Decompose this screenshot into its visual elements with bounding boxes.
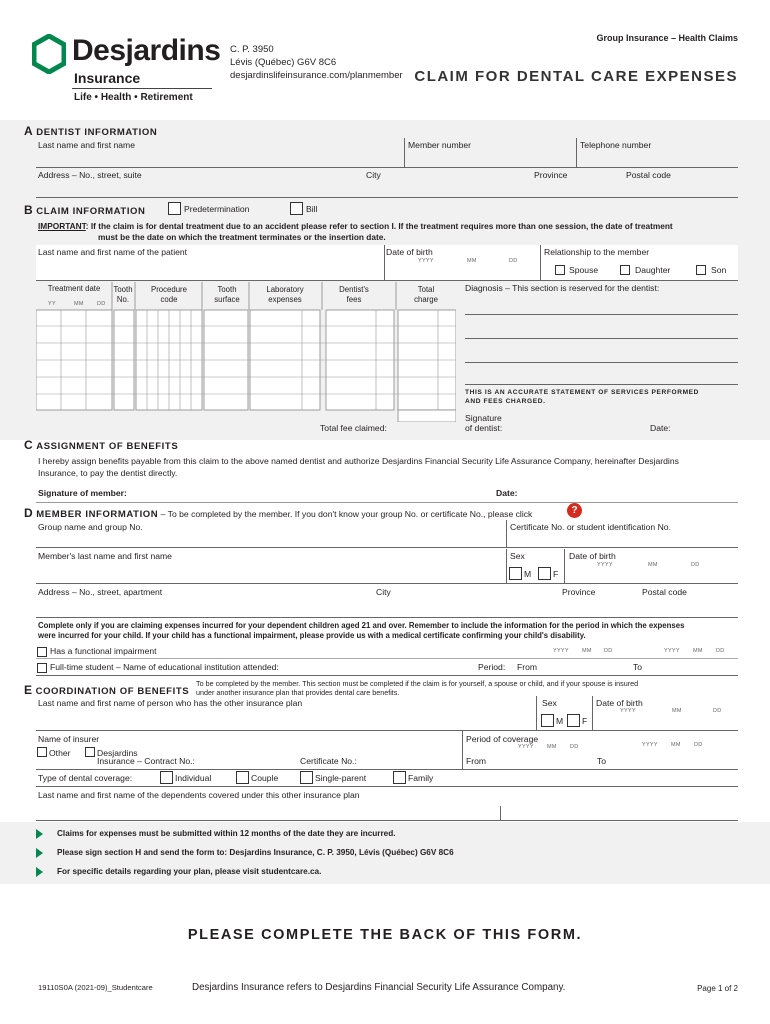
member-number-field[interactable] (406, 151, 574, 165)
insurer-label: Name of insurer (38, 734, 100, 744)
dentist-address-label: Address – No., street, suite (38, 170, 142, 180)
insurer-other-checkbox[interactable] (37, 747, 47, 757)
dentist-address-field[interactable] (36, 181, 736, 195)
arrow-icon (36, 867, 43, 877)
dentist-date-label: Date: (650, 423, 671, 433)
group-label: Group name and group No. (38, 522, 143, 532)
son-checkbox[interactable] (696, 265, 706, 275)
important-note: IMPORTANT: If the claim is for dental treatment due to an accident please refer to section I. If the treatment requires more than one session, the date of treatment (38, 221, 673, 231)
member-sex-label: Sex (510, 551, 525, 561)
other-sex-f-checkbox[interactable] (567, 714, 580, 727)
sex-m-label: M (524, 569, 532, 579)
sex-f-label: F (553, 569, 559, 579)
dependent-note: Complete only if you are claiming expenses incurred for your dependent children aged 21 and over. Remember to include the information for the period in which the expenses (38, 621, 685, 630)
coverage-couple-label: Couple (251, 773, 279, 783)
predetermination-checkbox[interactable] (168, 202, 181, 215)
dependents-field[interactable] (36, 803, 736, 819)
period-from-dd: DD (604, 648, 613, 654)
important-note-2: must be the date on which the treatment terminates or the insertion date. (98, 232, 386, 242)
arrow-icon (36, 829, 43, 839)
diagnosis-label: Diagnosis – This section is reserved for the dentist: (465, 283, 660, 293)
dentist-city-label: City (366, 170, 381, 180)
dentist-name-field[interactable] (36, 151, 402, 165)
telephone-field[interactable] (578, 151, 738, 165)
dentist-signature-label-2: of dentist: (465, 423, 503, 433)
period-from-yyyy: YYYY (553, 648, 569, 654)
assignment-date-label: Date: (496, 488, 518, 498)
dob-mm-hint: MM (467, 258, 477, 264)
certificate-label: Certificate No. or student identification No. (510, 522, 671, 532)
contract-field[interactable] (205, 754, 295, 766)
member-sex-m-checkbox[interactable] (509, 567, 522, 580)
coverage-couple-checkbox[interactable] (236, 771, 249, 784)
member-dob-label: Date of birth (569, 551, 616, 561)
period-to-dd: DD (716, 648, 725, 654)
dob-yyyy-hint: YYYY (418, 258, 434, 264)
page-number: Page 1 of 2 (697, 984, 738, 993)
dependents-label: Last name and first name of the dependents covered under this other insurance plan (38, 790, 360, 800)
coverage-type-label: Type of dental coverage: (38, 773, 133, 783)
dentist-signature-label: Signature (465, 413, 502, 423)
coverage-single-parent-label: Single-parent (315, 773, 367, 783)
fulltime-student-label: Full-time student – Name of educational institution attended: (50, 662, 279, 672)
form-title: CLAIM FOR DENTAL CARE EXPENSES (414, 68, 738, 85)
member-province-label: Province (562, 587, 596, 597)
coverage-from-yyyy: YYYY (518, 744, 534, 750)
treatment-table: Treatment date YY MM DD Tooth No. Procedure code Tooth surface Laboratory expenses Dentist's fees Total charge (36, 282, 456, 422)
member-address-label: Address – No., street, apartment (38, 587, 163, 597)
institution-field[interactable] (305, 661, 475, 673)
other-dob-yyyy: YYYY (620, 708, 636, 714)
assignment-text: I hereby assign benefits payable from this claim to the above named dentist and authorize Desjardins Financial Security Life Assurance Company, hereinafter Desjardins (38, 456, 679, 466)
coverage-period-label: Period of coverage (466, 734, 539, 744)
member-signature-label: Signature of member: (38, 488, 127, 498)
dentist-province-label: Province (534, 170, 568, 180)
insurer-desjardins-checkbox[interactable] (85, 747, 95, 757)
member-number-label: Member number (408, 140, 472, 150)
coverage-family-label: Family (408, 773, 434, 783)
insurer-other-label: Other (49, 748, 71, 758)
desjardins-logo (30, 32, 220, 104)
coverage-to-yyyy: YYYY (642, 742, 658, 748)
coverage-to-dd: DD (694, 742, 703, 748)
insurer-desjardins-label: Desjardins (97, 748, 138, 758)
accurate-statement-2: AND FEES CHARGED. (465, 398, 546, 405)
member-dob-dd: DD (691, 562, 700, 568)
other-insured-name-label: Last name and first name of person who has the other insurance plan (38, 698, 303, 708)
member-sex-f-checkbox[interactable] (538, 567, 551, 580)
member-name-field[interactable] (36, 563, 502, 581)
other-insured-name-field[interactable] (36, 711, 532, 727)
dentist-postal-label: Postal code (626, 170, 671, 180)
other-dob-field[interactable] (596, 715, 736, 727)
group-field[interactable] (36, 533, 504, 545)
section-b-title: B CLAIM INFORMATION (24, 203, 146, 217)
coordination-note-2: under another insurance plan that provides dental care benefits. (196, 688, 400, 697)
member-name-label: Member's last name and first name (38, 551, 172, 561)
period-to-mm: MM (693, 648, 703, 654)
fulltime-student-checkbox[interactable] (37, 663, 47, 673)
son-label: Son (711, 265, 727, 275)
member-postal-label: Postal code (642, 587, 687, 597)
assignment-text-2: Insurance, to pay the dentist directly. (38, 468, 178, 478)
treatment-grid-lines[interactable] (36, 282, 456, 422)
dob-dd-hint: DD (509, 258, 518, 264)
period-from-mm: MM (582, 648, 592, 654)
dentist-signature-field[interactable] (510, 412, 640, 432)
company-note: Desjardins Insurance refers to Desjardins Financial Security Life Assurance Company. (192, 982, 566, 993)
functional-impairment-checkbox[interactable] (37, 647, 47, 657)
arrow-icon (36, 848, 43, 858)
other-certificate-label: Certificate No.: (300, 756, 357, 766)
bill-checkbox[interactable] (290, 202, 303, 215)
certificate-field[interactable] (508, 533, 738, 545)
diagnosis-field[interactable] (465, 296, 738, 384)
section-e-title: E COORDINATION OF BENEFITS (24, 683, 190, 697)
member-dob-yyyy: YYYY (597, 562, 613, 568)
member-dob-field[interactable] (568, 568, 736, 580)
coverage-from-label: From (466, 756, 487, 766)
other-sex-label: Sex (542, 698, 557, 708)
header-address-2: Lévis (Québec) G6V 8C6 (230, 57, 337, 68)
other-dob-dd: DD (713, 708, 722, 714)
total-fee-label: Total fee claimed: (320, 423, 387, 433)
member-dob-mm: MM (648, 562, 658, 568)
other-sex-m-checkbox[interactable] (541, 714, 554, 727)
patient-name-label: Last name and first name of the patient (38, 247, 188, 257)
other-sex-m-label: M (556, 716, 564, 726)
coverage-family-checkbox[interactable] (393, 771, 406, 784)
header-website: desjardinslifeinsurance.com/planmember (230, 70, 403, 81)
coverage-single-parent-checkbox[interactable] (300, 771, 313, 784)
other-dob-label: Date of birth (596, 698, 643, 708)
other-dob-mm: MM (672, 708, 682, 714)
header-address-1: C. P. 3950 (230, 44, 274, 55)
coordination-note: To be completed by the member. This section must be completed if the claim is for yourself, a spouse or child, and if your spouse is insured (196, 679, 639, 688)
spouse-label: Spouse (569, 265, 599, 275)
form-code: 19110S0A (2021-09)_Studentcare (38, 983, 153, 992)
patient-dob-field[interactable] (386, 265, 536, 277)
coverage-individual-checkbox[interactable] (160, 771, 173, 784)
contract-label: Insurance – Contract No.: (97, 756, 195, 766)
spouse-checkbox[interactable] (555, 265, 565, 275)
member-signature-field[interactable] (135, 486, 485, 500)
coverage-from-mm: MM (547, 744, 557, 750)
telephone-label: Telephone number (580, 140, 652, 150)
period-from-label: From (517, 662, 538, 672)
predetermination-label: Predetermination (184, 204, 250, 214)
section-c-title: C ASSIGNMENT OF BENEFITS (24, 438, 179, 452)
brand-name: Desjardins (72, 34, 221, 67)
period-to-yyyy: YYYY (664, 648, 680, 654)
dentist-name-label: Last name and first name (38, 140, 135, 150)
period-to-label: To (633, 662, 643, 672)
other-certificate-field[interactable] (366, 754, 458, 766)
brand-subtitle: Insurance (74, 70, 141, 86)
coverage-individual-label: Individual (175, 773, 212, 783)
hexagon-logo-icon (32, 34, 66, 74)
coverage-from-dd: DD (570, 744, 579, 750)
section-a-title: A DENTIST INFORMATION (24, 124, 158, 138)
bill-label: Bill (306, 204, 318, 214)
period-label: Period: (478, 662, 506, 672)
brand-tagline: Life • Health • Retirement (74, 92, 193, 103)
complete-back-notice: PLEASE COMPLETE THE BACK OF THIS FORM. (187, 927, 583, 943)
daughter-label: Daughter (635, 265, 671, 275)
member-city-label: City (376, 587, 391, 597)
help-icon[interactable]: ? (567, 503, 582, 518)
other-sex-f-label: F (582, 716, 588, 726)
patient-dob-label: Date of birth (386, 247, 433, 257)
coverage-to-label: To (597, 756, 607, 766)
relationship-label: Relationship to the member (544, 247, 650, 257)
coverage-to-mm: MM (671, 742, 681, 748)
member-address-field[interactable] (36, 599, 736, 615)
functional-impairment-label: Has a functional impairment (50, 646, 157, 656)
header-category: Group Insurance – Health Claims (596, 33, 738, 43)
accurate-statement-1: THIS IS AN ACCURATE STATEMENT OF SERVICES PERFORMED (465, 389, 700, 396)
patient-name-field[interactable] (38, 260, 378, 276)
daughter-checkbox[interactable] (620, 265, 630, 275)
section-d-title: D MEMBER INFORMATION – To be completed by the member. If you don't know your group No. or certificate No., please click (24, 506, 533, 520)
dependent-note-2: were incurred for your child. If your child has a functional impairment, please provide us with a medical certificate confirming your child's disability. (38, 631, 586, 640)
